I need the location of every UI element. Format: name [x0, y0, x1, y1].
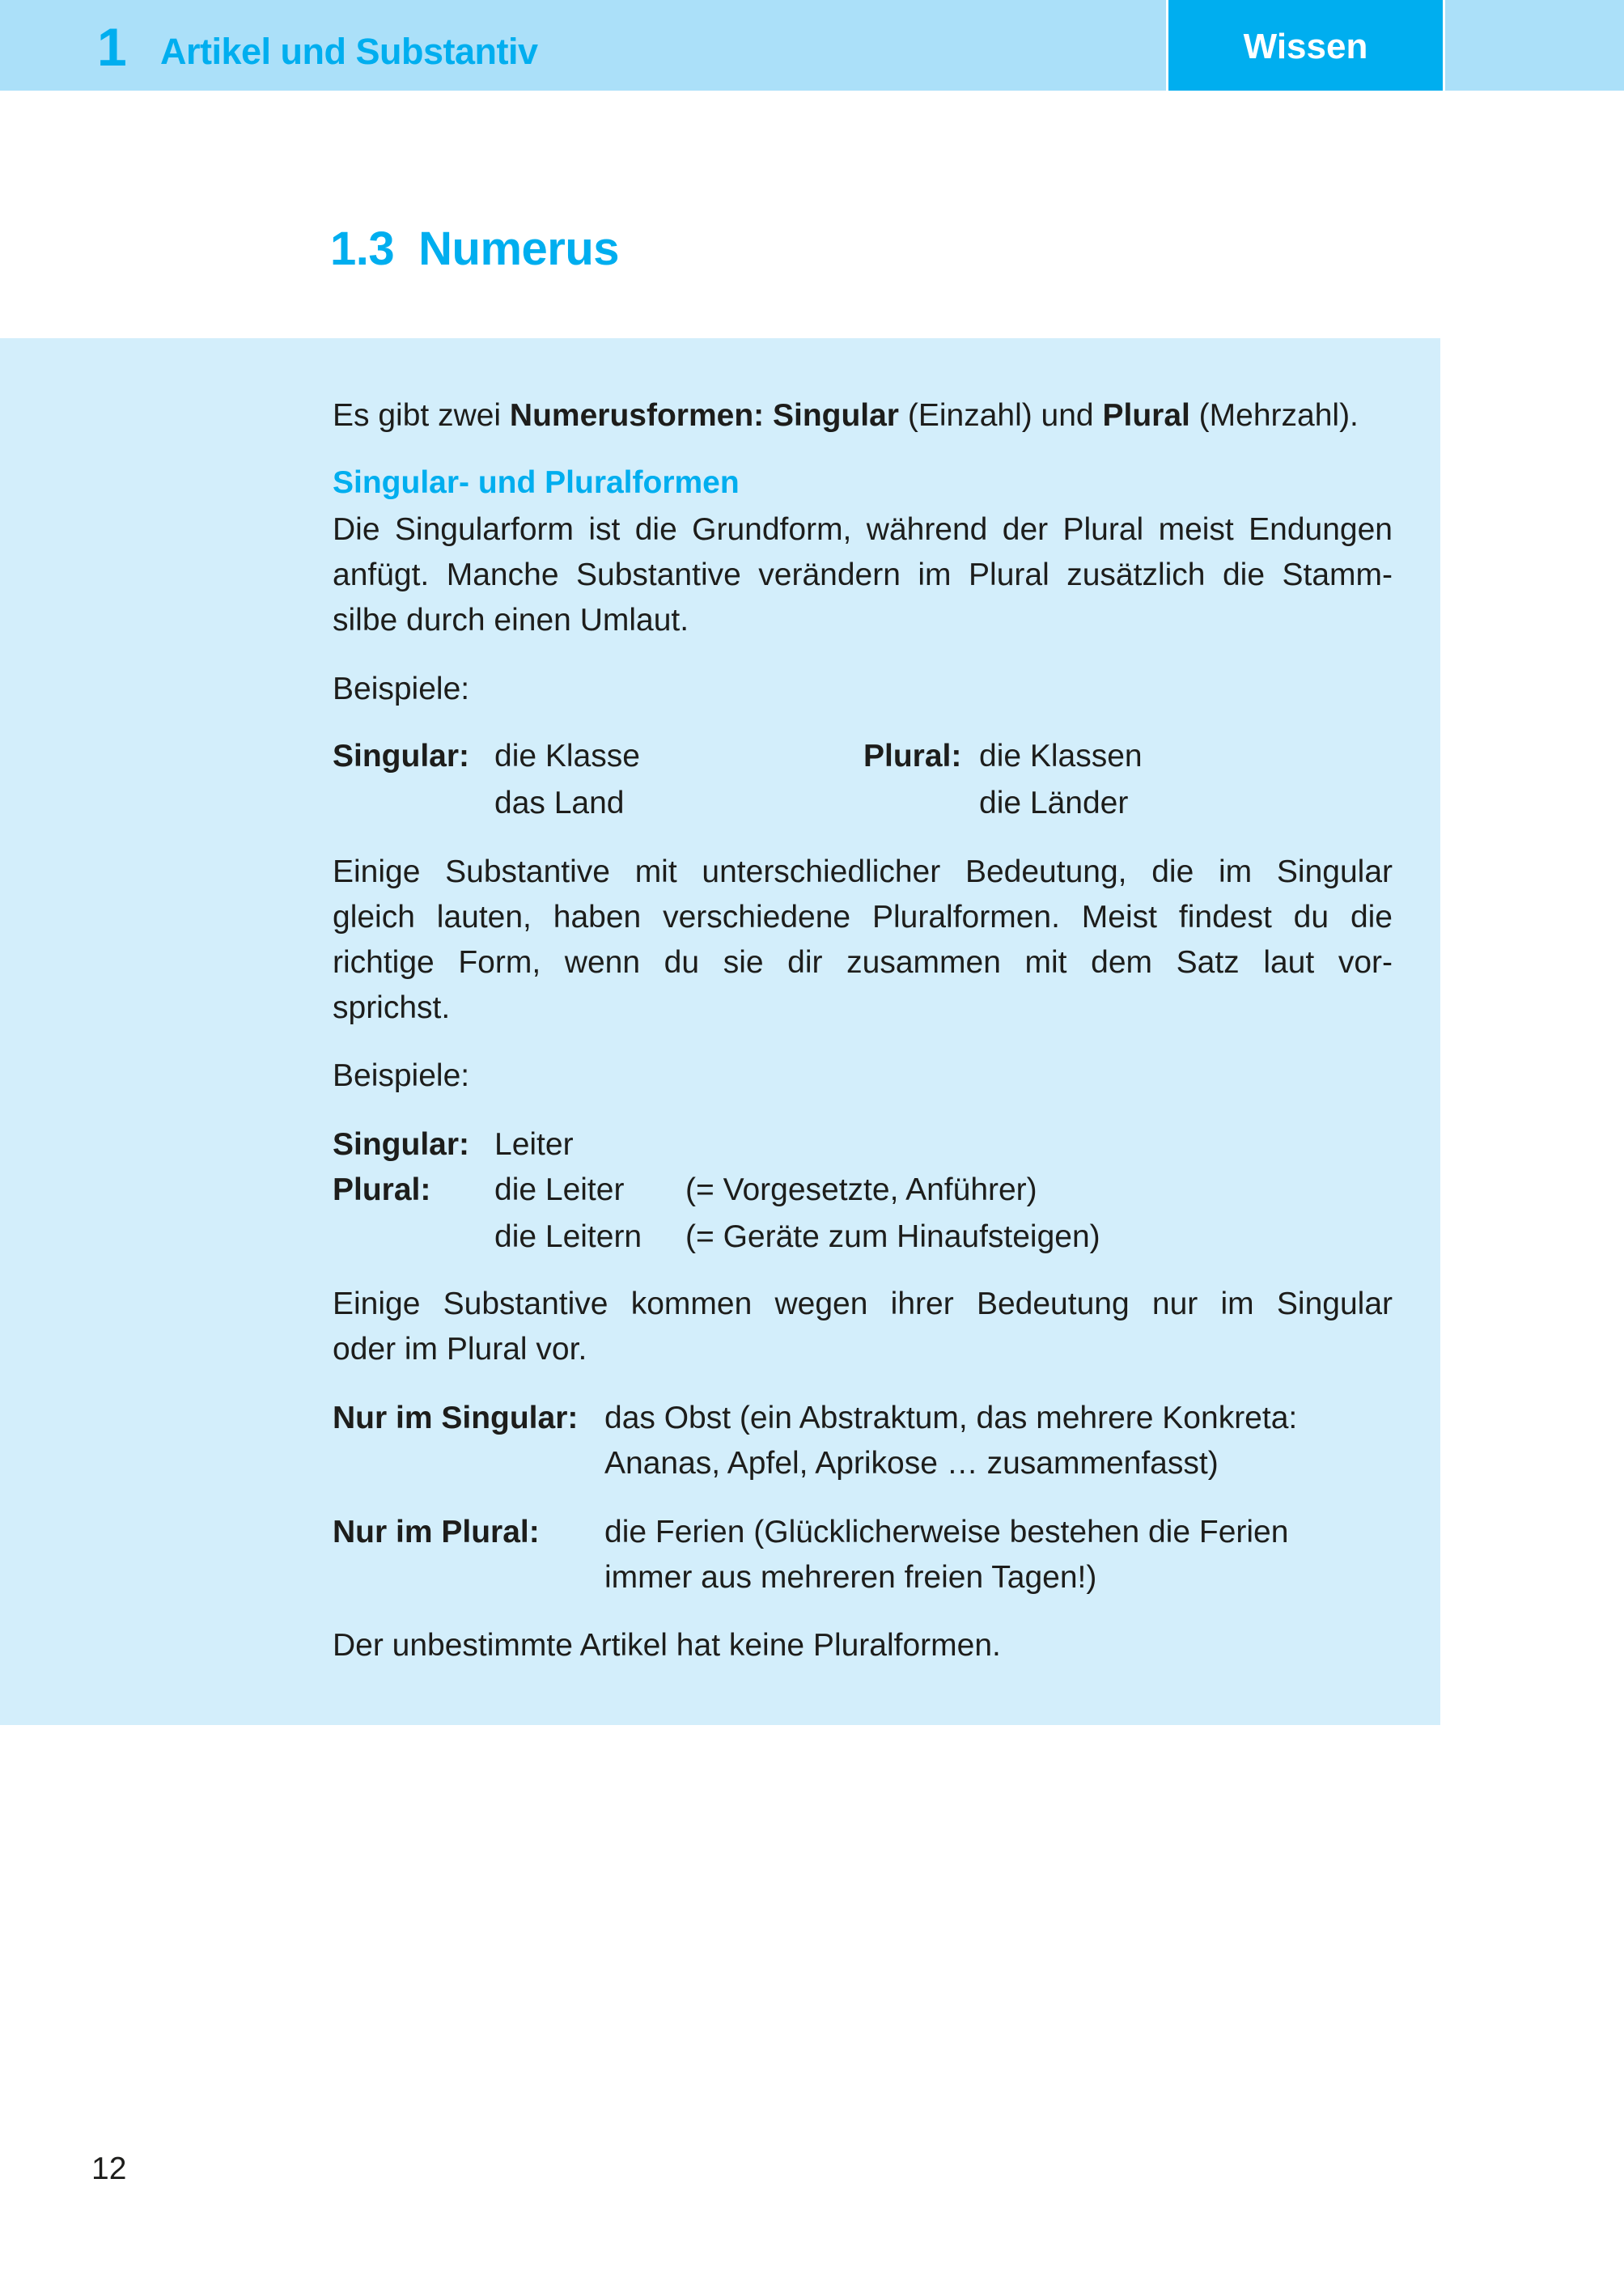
- example-plural: die Leitern: [494, 1219, 642, 1254]
- singular-label: Singular:: [333, 739, 470, 774]
- paragraph-line: anfügt. Manche Substantive verändern im Plural zusätzlich die Stamm-: [333, 557, 1393, 592]
- section-tab-wissen: [1166, 0, 1445, 91]
- section-title: [330, 217, 619, 282]
- only-plural-label: Nur im Plural:: [333, 1515, 540, 1549]
- intro-sentence: [333, 396, 1359, 436]
- tab-label: Wissen: [1243, 27, 1368, 66]
- example-plural: die Länder: [979, 786, 1129, 820]
- paragraph-line: silbe durch einen Umlaut.: [333, 603, 689, 638]
- chapter-number: 1: [97, 17, 127, 77]
- plural-label: Plural:: [333, 1172, 431, 1207]
- example-singular: das Land: [494, 786, 625, 820]
- only-plural-text: immer aus mehreren freien Tagen!): [604, 1560, 1097, 1595]
- intro-bold-term: Numerusformen: Singular: [509, 398, 899, 433]
- intro-text: (Mehrzahl).: [1189, 398, 1359, 433]
- section-name: Numerus: [418, 223, 620, 275]
- only-singular-label: Nur im Singular:: [333, 1401, 579, 1435]
- paragraph-line: gleich lauten, haben verschiedene Pluralformen. Meist findest du die: [333, 900, 1393, 935]
- paragraph-line: richtige Form, wenn du sie dir zusammen mit dem Satz laut vor-: [333, 945, 1393, 980]
- example-singular: Leiter: [494, 1127, 574, 1162]
- intro-bold-term: Plural: [1102, 398, 1190, 433]
- only-singular-text: Ananas, Apfel, Aprikose … zusammenfasst): [604, 1446, 1219, 1481]
- paragraph-line: oder im Plural vor.: [333, 1332, 587, 1367]
- chapter-title: Artikel und Substantiv: [160, 31, 538, 72]
- singular-label: Singular:: [333, 1127, 470, 1162]
- paragraph-line: Die Singularform ist die Grundform, während der Plural meist Endungen: [333, 512, 1393, 547]
- example-meaning: (= Geräte zum Hinaufsteigen): [685, 1219, 1100, 1254]
- paragraph-line: Einige Substantive kommen wegen ihrer Bedeutung nur im Singular: [333, 1287, 1393, 1321]
- intro-text: Es gibt zwei: [333, 398, 510, 433]
- examples-label: Beispiele:: [333, 1058, 470, 1093]
- chapter-header: [0, 0, 1624, 91]
- example-plural: die Klassen: [979, 739, 1143, 774]
- intro-text: (Einzahl) und: [899, 398, 1103, 433]
- example-singular: die Klasse: [494, 739, 640, 774]
- paragraph-line: Einige Substantive mit unterschiedlicher Bedeutung, die im Singular: [333, 854, 1393, 889]
- example-plural: die Leiter: [494, 1172, 625, 1207]
- paragraph-line: sprichst.: [333, 990, 451, 1025]
- section-number: 1.3: [330, 223, 395, 275]
- page-number: 12: [91, 2151, 127, 2186]
- example-meaning: (= Vorgesetzte, Anführer): [685, 1172, 1037, 1207]
- only-plural-text: die Ferien (Glücklicherweise bestehen die Ferien: [604, 1515, 1289, 1549]
- closing-sentence: Der unbestimmte Artikel hat keine Pluralformen.: [333, 1628, 1001, 1663]
- plural-label: Plural:: [863, 739, 962, 774]
- subheading: Singular- und Pluralformen: [333, 465, 740, 500]
- examples-label: Beispiele:: [333, 672, 470, 706]
- only-singular-text: das Obst (ein Abstraktum, das mehrere Konkreta:: [604, 1401, 1298, 1435]
